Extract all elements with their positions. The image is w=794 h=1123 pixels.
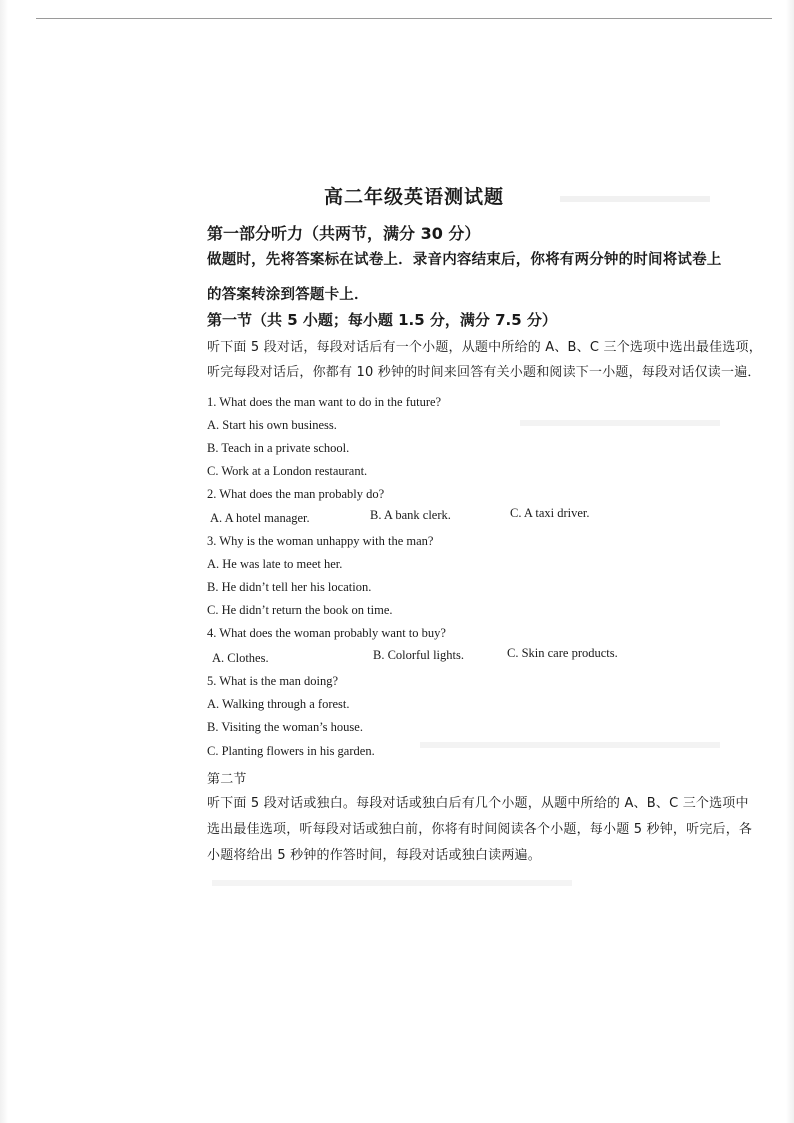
question-stem: 5. What is the man doing? xyxy=(207,674,338,688)
question-stem: 4. What does the woman probably want to buy? xyxy=(207,626,446,640)
option-a: A. He was late to meet her. xyxy=(207,557,343,571)
option-b: B. He didn’t tell her his location. xyxy=(207,580,372,594)
bleed-through-mark xyxy=(420,742,720,748)
question-stem: 1. What does the man want to do in the future? xyxy=(207,395,442,409)
section1-instructions-line2: 听完每段对话后，你都有 10 秒钟的时间来回答有关小题和阅读下一小题，每段对话仅读一遍． xyxy=(207,365,761,380)
option-b: B. Colorful lights. xyxy=(373,648,464,662)
scan-edge-shadow xyxy=(786,0,794,1123)
part1-instructions-line2: 的答案转涂到答题卡上． xyxy=(207,287,369,303)
section2-heading: 第二节 xyxy=(207,772,247,787)
part1-heading: 第一部分听力（共两节，满分 30 分） xyxy=(207,224,481,243)
option-c: C. He didn’t return the book on time. xyxy=(207,603,393,617)
option-a: A. Clothes. xyxy=(212,651,269,665)
option-c: C. A taxi driver. xyxy=(510,506,590,520)
question-stem: 3. Why is the woman unhappy with the man? xyxy=(207,534,434,548)
bleed-through-mark xyxy=(520,420,720,426)
section2-instructions-line2: 选出最佳选项，听每段对话或独白前，你将有时间阅读各个小题，每小题 5 秒钟，听完后，各 xyxy=(207,822,753,837)
part1-instructions-line1: 做题时，先将答案标在试卷上．录音内容结束后，你将有两分钟的时间将试卷上 xyxy=(207,252,722,268)
section1-heading: 第一节（共 5 小题；每小题 1.5 分，满分 7.5 分） xyxy=(207,311,557,329)
option-c: C. Skin care products. xyxy=(507,646,618,660)
exam-title: 高二年级英语测试题 xyxy=(323,186,504,208)
section1-instructions-line1: 听下面 5 段对话，每段对话后有一个小题，从题中所给的 A、B、C 三个选项中选出最佳选项， xyxy=(207,340,762,355)
scan-edge-shadow xyxy=(0,0,8,1123)
section2-instructions-line1: 听下面 5 段对话或独白。每段对话或独白后有几个小题，从题中所给的 A、B、C 三个选项中 xyxy=(207,796,749,811)
option-b: B. Teach in a private school. xyxy=(207,441,350,455)
option-a: A. Start his own business. xyxy=(207,418,337,432)
option-b: B. Visiting the woman’s house. xyxy=(207,720,363,734)
section2-instructions-line3: 小题将给出 5 秒钟的作答时间，每段对话或独白读两遍。 xyxy=(207,848,541,863)
option-a: A. Walking through a forest. xyxy=(207,697,350,711)
bleed-through-mark xyxy=(212,880,572,886)
option-a: A. A hotel manager. xyxy=(210,511,310,525)
option-c: C. Planting flowers in his garden. xyxy=(207,744,375,758)
option-c: C. Work at a London restaurant. xyxy=(207,464,368,478)
top-rule xyxy=(36,18,772,19)
option-b: B. A bank clerk. xyxy=(370,508,451,522)
question-stem: 2. What does the man probably do? xyxy=(207,487,385,501)
